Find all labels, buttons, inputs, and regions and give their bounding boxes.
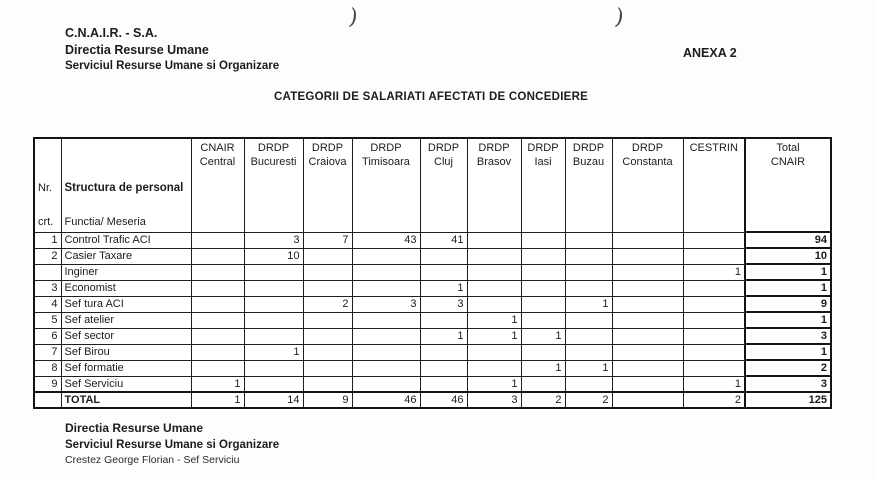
table-row-economist xyxy=(34,280,831,296)
cell-value xyxy=(683,328,745,344)
column-header-nr-crt xyxy=(34,138,61,232)
column-header-line2: Cluj xyxy=(434,156,453,169)
cell-value xyxy=(244,312,303,328)
column-header-line1: Total xyxy=(776,142,800,154)
cell-total: 94 xyxy=(745,232,831,248)
column-header-line1: CESTRIN xyxy=(689,142,738,154)
cell-value xyxy=(191,344,244,360)
cell-value: 14 xyxy=(244,392,303,408)
cell-value xyxy=(191,280,244,296)
cell-value: 3 xyxy=(467,392,521,408)
cell-value xyxy=(683,280,745,296)
cell-value: 1 xyxy=(521,328,565,344)
letterhead-service: Serviciul Resurse Umane si Organizare xyxy=(65,59,280,72)
cell-value xyxy=(420,376,467,392)
cell-value: 1 xyxy=(191,376,244,392)
cell-value xyxy=(565,328,612,344)
annex-label: ANEXA 2 xyxy=(683,46,737,60)
column-header-line1: DRDP xyxy=(427,142,460,154)
structura-label: Structura de personal xyxy=(64,182,184,194)
cell-functie: Sef Serviciu xyxy=(61,376,191,392)
cell-value xyxy=(565,248,612,264)
cell-value: 2 xyxy=(683,392,745,408)
cell-value xyxy=(612,312,683,328)
cell-value xyxy=(612,248,683,264)
cell-total: 1 xyxy=(745,312,831,328)
cell-value xyxy=(521,296,565,312)
column-header-line2: Brasov xyxy=(476,156,512,169)
cell-value xyxy=(683,312,745,328)
cell-value xyxy=(467,296,521,312)
cell-value: 1 xyxy=(683,376,745,392)
cell-value xyxy=(420,312,467,328)
cell-value xyxy=(467,344,521,360)
cell-functie: Control Trafic ACI xyxy=(61,232,191,248)
cell-value: 1 xyxy=(565,360,612,376)
cell-value xyxy=(352,248,420,264)
table-row-control-trafic-aci xyxy=(34,232,831,248)
letterhead xyxy=(65,25,279,74)
cell-value xyxy=(420,264,467,280)
column-header-structura xyxy=(61,138,191,232)
cell-value xyxy=(565,264,612,280)
column-header-line2: Central xyxy=(199,156,236,169)
cell-value: 3 xyxy=(420,296,467,312)
cell-total: 1 xyxy=(745,344,831,360)
column-header-drdp-constanta xyxy=(612,138,683,232)
table-row-sef-sector xyxy=(34,328,831,344)
cell-value xyxy=(303,376,352,392)
cell-total: 9 xyxy=(745,296,831,312)
cell-value xyxy=(467,360,521,376)
column-header-cnair-central xyxy=(191,138,244,232)
cell-value xyxy=(352,312,420,328)
cell-value: 3 xyxy=(244,232,303,248)
cell-value xyxy=(521,344,565,360)
cell-nr: 1 xyxy=(34,232,61,248)
staple-scan-mark-icon: ) xyxy=(347,4,360,31)
cell-value xyxy=(244,280,303,296)
cell-value xyxy=(565,232,612,248)
column-header-line2: Bucuresti xyxy=(250,156,297,169)
cell-value: 1 xyxy=(420,328,467,344)
cell-value xyxy=(420,248,467,264)
cell-value xyxy=(521,312,565,328)
cell-value xyxy=(303,248,352,264)
cell-nr: 7 xyxy=(34,344,61,360)
column-header-total-cnair xyxy=(745,138,831,232)
cell-nr xyxy=(34,392,61,408)
cell-value xyxy=(352,328,420,344)
cell-nr xyxy=(34,264,61,280)
cell-value: 1 xyxy=(191,392,244,408)
cell-nr: 3 xyxy=(34,280,61,296)
cell-value xyxy=(683,248,745,264)
table-row-total xyxy=(34,392,831,408)
column-header-line2: Timisoara xyxy=(362,156,410,169)
table-header-row xyxy=(34,138,831,232)
cell-value: 43 xyxy=(352,232,420,248)
letterhead-department: Directia Resurse Umane xyxy=(65,42,209,57)
document-title: CATEGORII DE SALARIATI AFECTATI DE CONCEDIERE xyxy=(273,91,589,103)
signature-department: Directia Resurse Umane xyxy=(65,421,204,435)
cell-value xyxy=(565,344,612,360)
column-header-line1: DRDP xyxy=(478,142,510,154)
cell-value xyxy=(303,360,352,376)
table-row-inginer xyxy=(34,264,831,280)
signature-person: Crestez George Florian - Sef Serviciu xyxy=(65,453,240,466)
cell-value xyxy=(303,312,352,328)
cell-nr: 9 xyxy=(34,376,61,392)
cell-nr: 6 xyxy=(34,328,61,344)
cell-value xyxy=(467,232,521,248)
cell-value xyxy=(612,392,683,408)
cell-value: 2 xyxy=(521,392,565,408)
cell-value xyxy=(521,264,565,280)
cell-value: 1 xyxy=(244,344,303,360)
cell-value xyxy=(352,264,420,280)
cell-value: 2 xyxy=(565,392,612,408)
cell-functie: Sef sector xyxy=(61,328,191,344)
cell-value xyxy=(191,248,244,264)
cell-value xyxy=(467,248,521,264)
cell-value xyxy=(191,264,244,280)
cell-total: 1 xyxy=(745,280,831,296)
cell-value xyxy=(683,360,745,376)
column-header-line2: Constanta xyxy=(622,156,673,169)
cell-value xyxy=(352,344,420,360)
column-header-cestrin xyxy=(683,138,745,232)
column-header-line2: Craiova xyxy=(308,156,347,169)
cell-value xyxy=(565,280,612,296)
cell-nr: 2 xyxy=(34,248,61,264)
column-header-drdp-craiova xyxy=(303,138,352,232)
cell-value: 1 xyxy=(521,360,565,376)
column-header-drdp-buzau xyxy=(565,138,612,232)
cell-total: 125 xyxy=(745,392,831,408)
cell-value: 1 xyxy=(683,264,745,280)
cell-nr: 8 xyxy=(34,360,61,376)
cell-value xyxy=(467,264,521,280)
cell-value: 1 xyxy=(420,280,467,296)
cell-value xyxy=(683,232,745,248)
cell-value xyxy=(244,264,303,280)
cell-value: 1 xyxy=(467,376,521,392)
table-row-sef-serviciu xyxy=(34,376,831,392)
cell-value: 46 xyxy=(420,392,467,408)
cell-value xyxy=(352,376,420,392)
cell-value: 41 xyxy=(420,232,467,248)
column-header-line1: DRDP xyxy=(257,142,290,154)
column-header-line1: DRDP xyxy=(572,142,605,154)
cell-nr: 4 xyxy=(34,296,61,312)
cell-value xyxy=(565,312,612,328)
cell-value xyxy=(420,360,467,376)
column-header-line1: CNAIR xyxy=(200,142,235,154)
staple-scan-mark-icon: ) xyxy=(613,4,626,31)
column-header-drdp-brasov xyxy=(467,138,521,232)
table-row-sef-formatie xyxy=(34,360,831,376)
table-row-sef-tura-aci xyxy=(34,296,831,312)
cell-value: 1 xyxy=(467,312,521,328)
cell-functie: TOTAL xyxy=(61,392,191,408)
cell-functie: Sef formatie xyxy=(61,360,191,376)
cell-value xyxy=(352,280,420,296)
cell-total: 3 xyxy=(745,328,831,344)
cell-value xyxy=(521,232,565,248)
cell-value xyxy=(303,328,352,344)
cell-value: 7 xyxy=(303,232,352,248)
cell-value xyxy=(303,344,352,360)
column-header-line1: DRDP xyxy=(527,142,559,154)
cell-value xyxy=(352,360,420,376)
cell-value xyxy=(612,280,683,296)
cell-value xyxy=(467,280,521,296)
cell-value xyxy=(244,328,303,344)
cell-functie: Economist xyxy=(61,280,191,296)
cell-value: 10 xyxy=(244,248,303,264)
cell-value xyxy=(612,232,683,248)
signature-service: Serviciul Resurse Umane si Organizare xyxy=(65,438,280,451)
column-header-line2: Iasi xyxy=(534,156,552,169)
cell-value: 46 xyxy=(352,392,420,408)
cell-value xyxy=(303,280,352,296)
column-header-line1: DRDP xyxy=(370,142,402,154)
cell-value xyxy=(683,296,745,312)
cell-nr: 5 xyxy=(34,312,61,328)
signature-block xyxy=(65,420,279,468)
cell-total: 10 xyxy=(745,248,831,264)
table-row-casier-taxare xyxy=(34,248,831,264)
cell-total: 3 xyxy=(745,376,831,392)
cell-value xyxy=(565,376,612,392)
cell-value xyxy=(191,328,244,344)
cell-functie: Sef tura ACI xyxy=(61,296,191,312)
cell-functie: Inginer xyxy=(61,264,191,280)
table-row-sef-atelier xyxy=(34,312,831,328)
table-row-sef-birou xyxy=(34,344,831,360)
cell-value xyxy=(420,344,467,360)
salariati-table xyxy=(33,137,832,409)
column-header-line1: DRDP xyxy=(631,142,664,154)
cell-value: 9 xyxy=(303,392,352,408)
cell-value xyxy=(612,360,683,376)
cell-functie: Sef Birou xyxy=(61,344,191,360)
column-header-drdp-cluj xyxy=(420,138,467,232)
cell-value xyxy=(612,328,683,344)
cell-functie: Casier Taxare xyxy=(61,248,191,264)
cell-value xyxy=(244,376,303,392)
cell-value xyxy=(612,376,683,392)
cell-total: 1 xyxy=(745,264,831,280)
cell-value xyxy=(244,296,303,312)
nr-label: Nr. xyxy=(38,182,53,194)
cell-value xyxy=(612,264,683,280)
column-header-line2: Buzau xyxy=(572,156,605,169)
column-header-line1: DRDP xyxy=(311,142,344,154)
cell-value xyxy=(191,296,244,312)
cell-value: 2 xyxy=(303,296,352,312)
functia-label: Functia/ Meseria xyxy=(64,216,146,229)
cell-value xyxy=(191,232,244,248)
column-header-line2: CNAIR xyxy=(770,156,806,169)
cell-value xyxy=(191,312,244,328)
column-header-drdp-iasi xyxy=(521,138,565,232)
cell-value xyxy=(683,344,745,360)
cell-value xyxy=(303,264,352,280)
cell-value xyxy=(612,344,683,360)
cell-value xyxy=(244,360,303,376)
cell-value: 1 xyxy=(467,328,521,344)
cell-value: 3 xyxy=(352,296,420,312)
company-name: C.N.A.I.R. - S.A. xyxy=(65,26,158,40)
cell-value xyxy=(521,376,565,392)
cell-value xyxy=(612,296,683,312)
cell-functie: Sef atelier xyxy=(61,312,191,328)
cell-value: 1 xyxy=(565,296,612,312)
cell-value xyxy=(521,280,565,296)
cell-value xyxy=(191,360,244,376)
cell-value xyxy=(521,248,565,264)
crt-label: crt. xyxy=(38,216,54,229)
column-header-drdp-bucuresti xyxy=(244,138,303,232)
column-header-drdp-timisoara xyxy=(352,138,420,232)
cell-total: 2 xyxy=(745,360,831,376)
